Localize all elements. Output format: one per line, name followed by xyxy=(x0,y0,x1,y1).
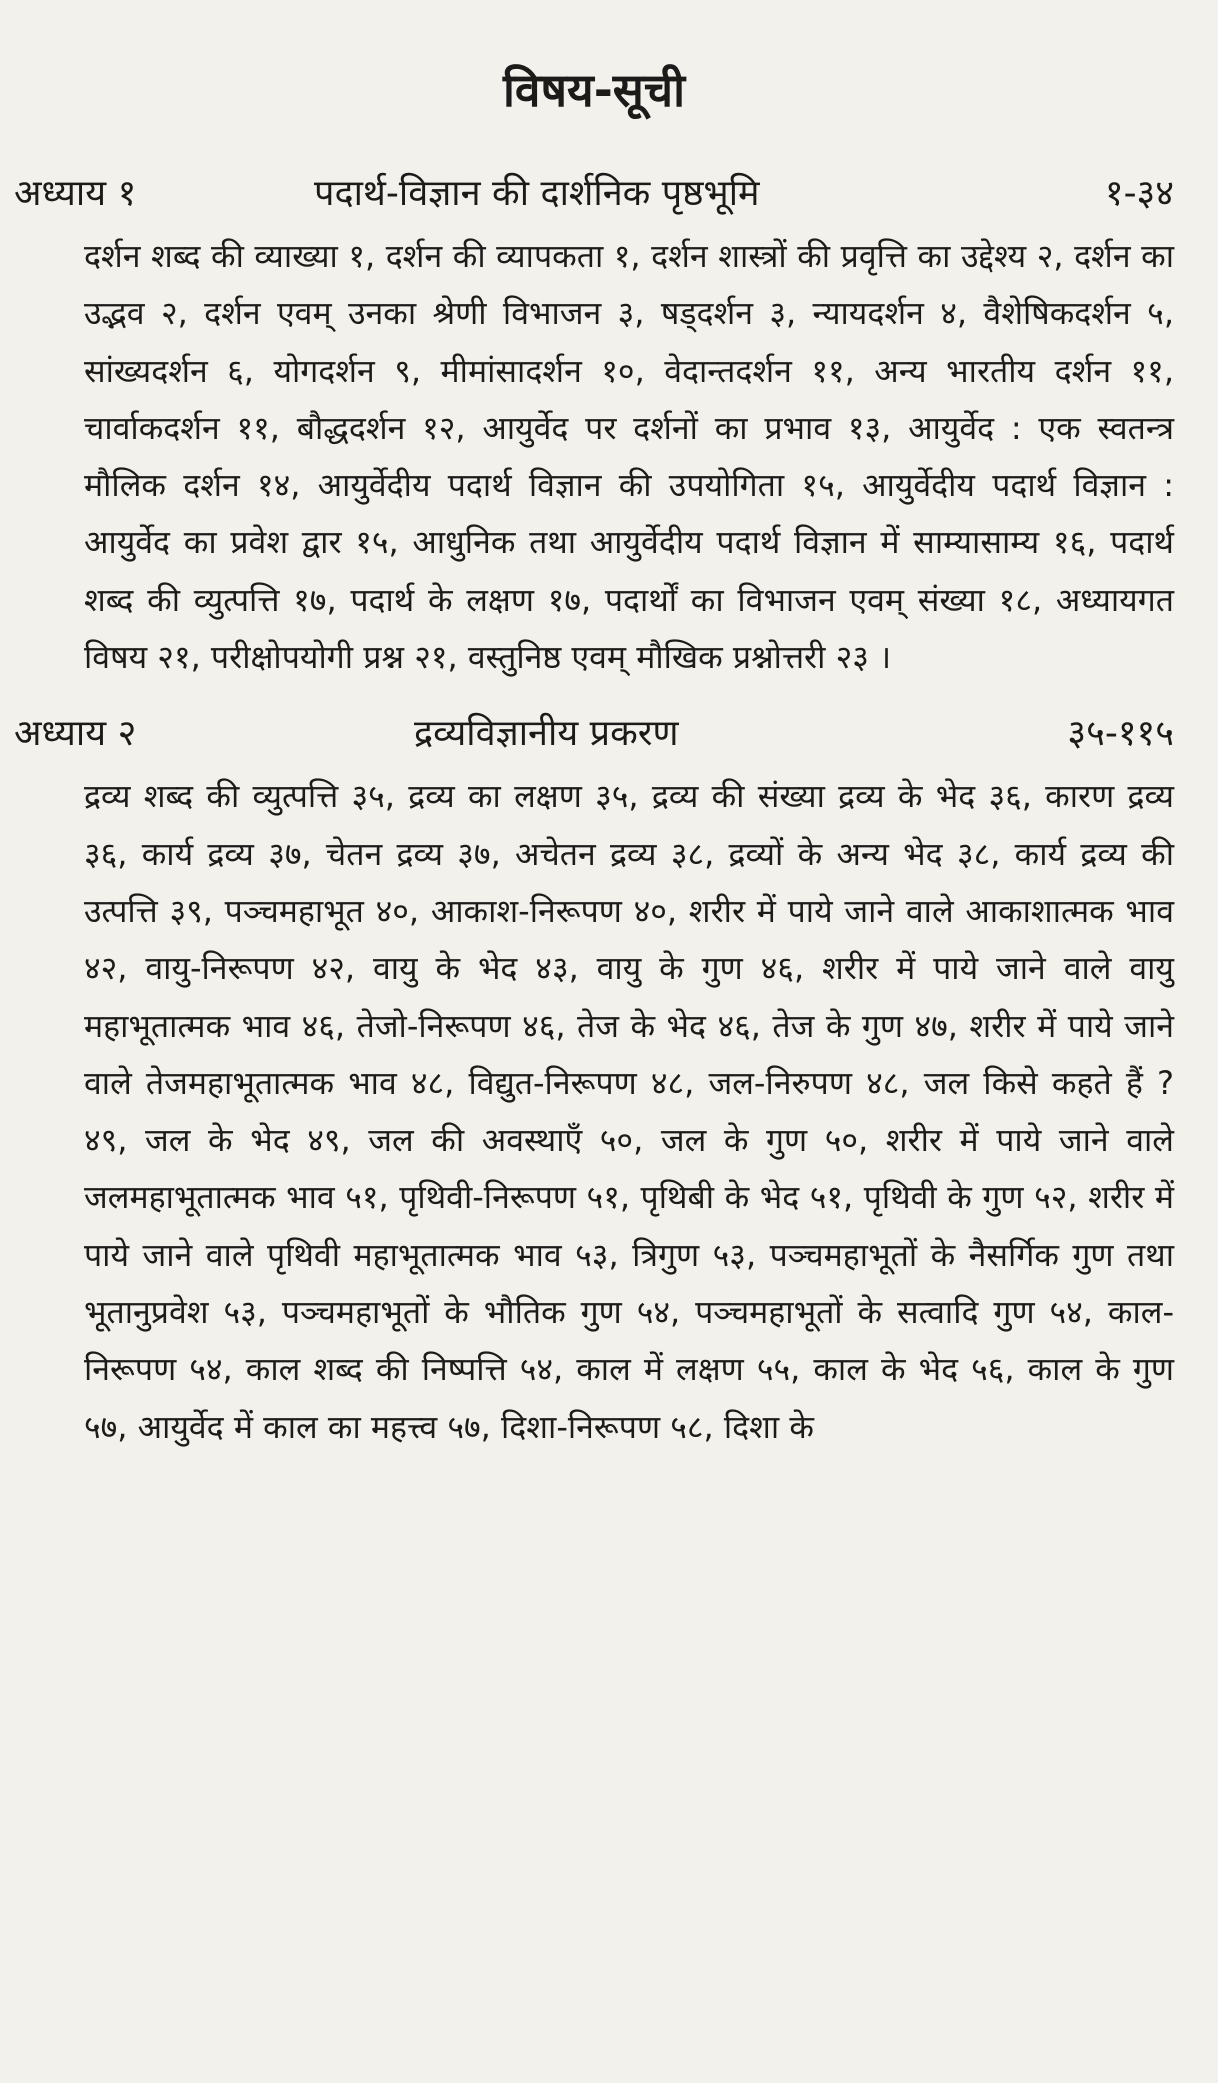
page-title: विषय-सूची xyxy=(502,63,686,117)
chapter-entry-2 xyxy=(14,706,1174,1456)
chapter-label: अध्याय १ xyxy=(14,173,137,214)
chapter-heading xyxy=(14,166,1174,222)
chapter-title: द्रव्यविज्ञानीय प्रकरण xyxy=(414,713,679,755)
chapter-heading xyxy=(14,706,1174,762)
chapter-topics: द्रव्य शब्द की व्युत्पत्ति ३५, द्रव्य का लक्षण ३५, द्रव्य की संख्या द्रव्य के भेद ३६, कारण द्रव्य ३६, कार्य द्रव्य ३७, चेतन द्रव्य ३७, अचेतन द्रव्य ३८, द्रव्यों के अन्य भेद ३८, कार्य द्रव्य की उत्पत्ति ३९, पञ्चमहाभूत ४०, आकाश-निरूपण ४०, शरीर में पाये जाने वाले आकाशात्मक भाव ४२, वायु-निरूपण ४२, वायु के भेद ४३, वायु के गुण ४६, शरीर में पाये जाने वाले वायु महाभूतात्मक भाव ४६, तेजो-निरूपण ४६, तेज के भेद ४६, तेज के गुण ४७, शरीर में पाये जाने वाले तेजमहाभूतात्मक भाव ४८, विद्युत-निरूपण ४८, जल-निरुपण ४८, जल किसे कहते हैं ? ४९, जल के भेद ४९, जल की अवस्थाएँ ५०, जल के गुण ५०, शरीर में पाये जाने वाले जलमहाभूतात्मक भाव ५१, पृथिवी-निरूपण ५१, पृथिबी के भेद ५१, पृथिवी के गुण ५२, शरीर में पाये जाने वाले पृथिवी महाभूतात्मक भाव ५३, त्रिगुण ५३, पञ्चमहाभूतों के नैसर्गिक गुण तथा भूतानुप्रवेश ५३, पञ्चमहाभूतों के भौतिक गुण ५४, पञ्चमहाभूतों के सत्वादि गुण ५४, काल-निरूपण ५४, काल शब्द की निष्पत्ति ५४, काल में लक्षण ५५, काल के भेद ५६, काल के गुण ५७, आयुर्वेद में काल का महत्त्व ५७, दिशा-निरूपण ५८, दिशा के xyxy=(84,777,1174,1446)
chapter-page-range: ३५-११५ xyxy=(1067,713,1174,755)
chapter-entry-1 xyxy=(14,166,1174,686)
chapter-label: अध्याय २ xyxy=(14,713,137,755)
chapter-title: पदार्थ-विज्ञान की दार्शनिक पृष्ठभूमि xyxy=(314,173,760,214)
chapter-topics: दर्शन शब्द की व्याख्या १, दर्शन की व्यापकता १, दर्शन शास्त्रों की प्रवृत्ति का उद्देश्य २, दर्शन का उद्भव २, दर्शन एवम् उनका श्रेणी विभाजन ३, षड्दर्शन ३, न्यायदर्शन ४, वैशेषिकदर्शन ५, सांख्यदर्शन ६, योगदर्शन ९, मीमांसादर्शन १०, वेदान्तदर्शन ११, अन्य भारतीय दर्शन ११, चार्वाकदर्शन ११, बौद्धदर्शन १२, आयुर्वेद पर दर्शनों का प्रभाव १३, आयुर्वेद : एक स्वतन्त्र मौलिक दर्शन १४, आयुर्वेदीय पदार्थ विज्ञान की उपयोगिता १५, आयुर्वेदीय पदार्थ विज्ञान : आयुर्वेद का प्रवेश द्वार १५, आधुनिक तथा आयुर्वेदीय पदार्थ विज्ञान में साम्यासाम्य १६, पदार्थ शब्द की व्युत्पत्ति १७, पदार्थ के लक्षण १७, पदार्थों का विभाजन एवम् संख्या १८, अध्यायगत विषय २१, परीक्षोपयोगी प्रश्न २१, वस्तुनिष्ठ एवम् मौखिक प्रश्नोत्तरी २३ । xyxy=(84,237,1174,677)
chapter-page-range: १-३४ xyxy=(1104,173,1174,214)
